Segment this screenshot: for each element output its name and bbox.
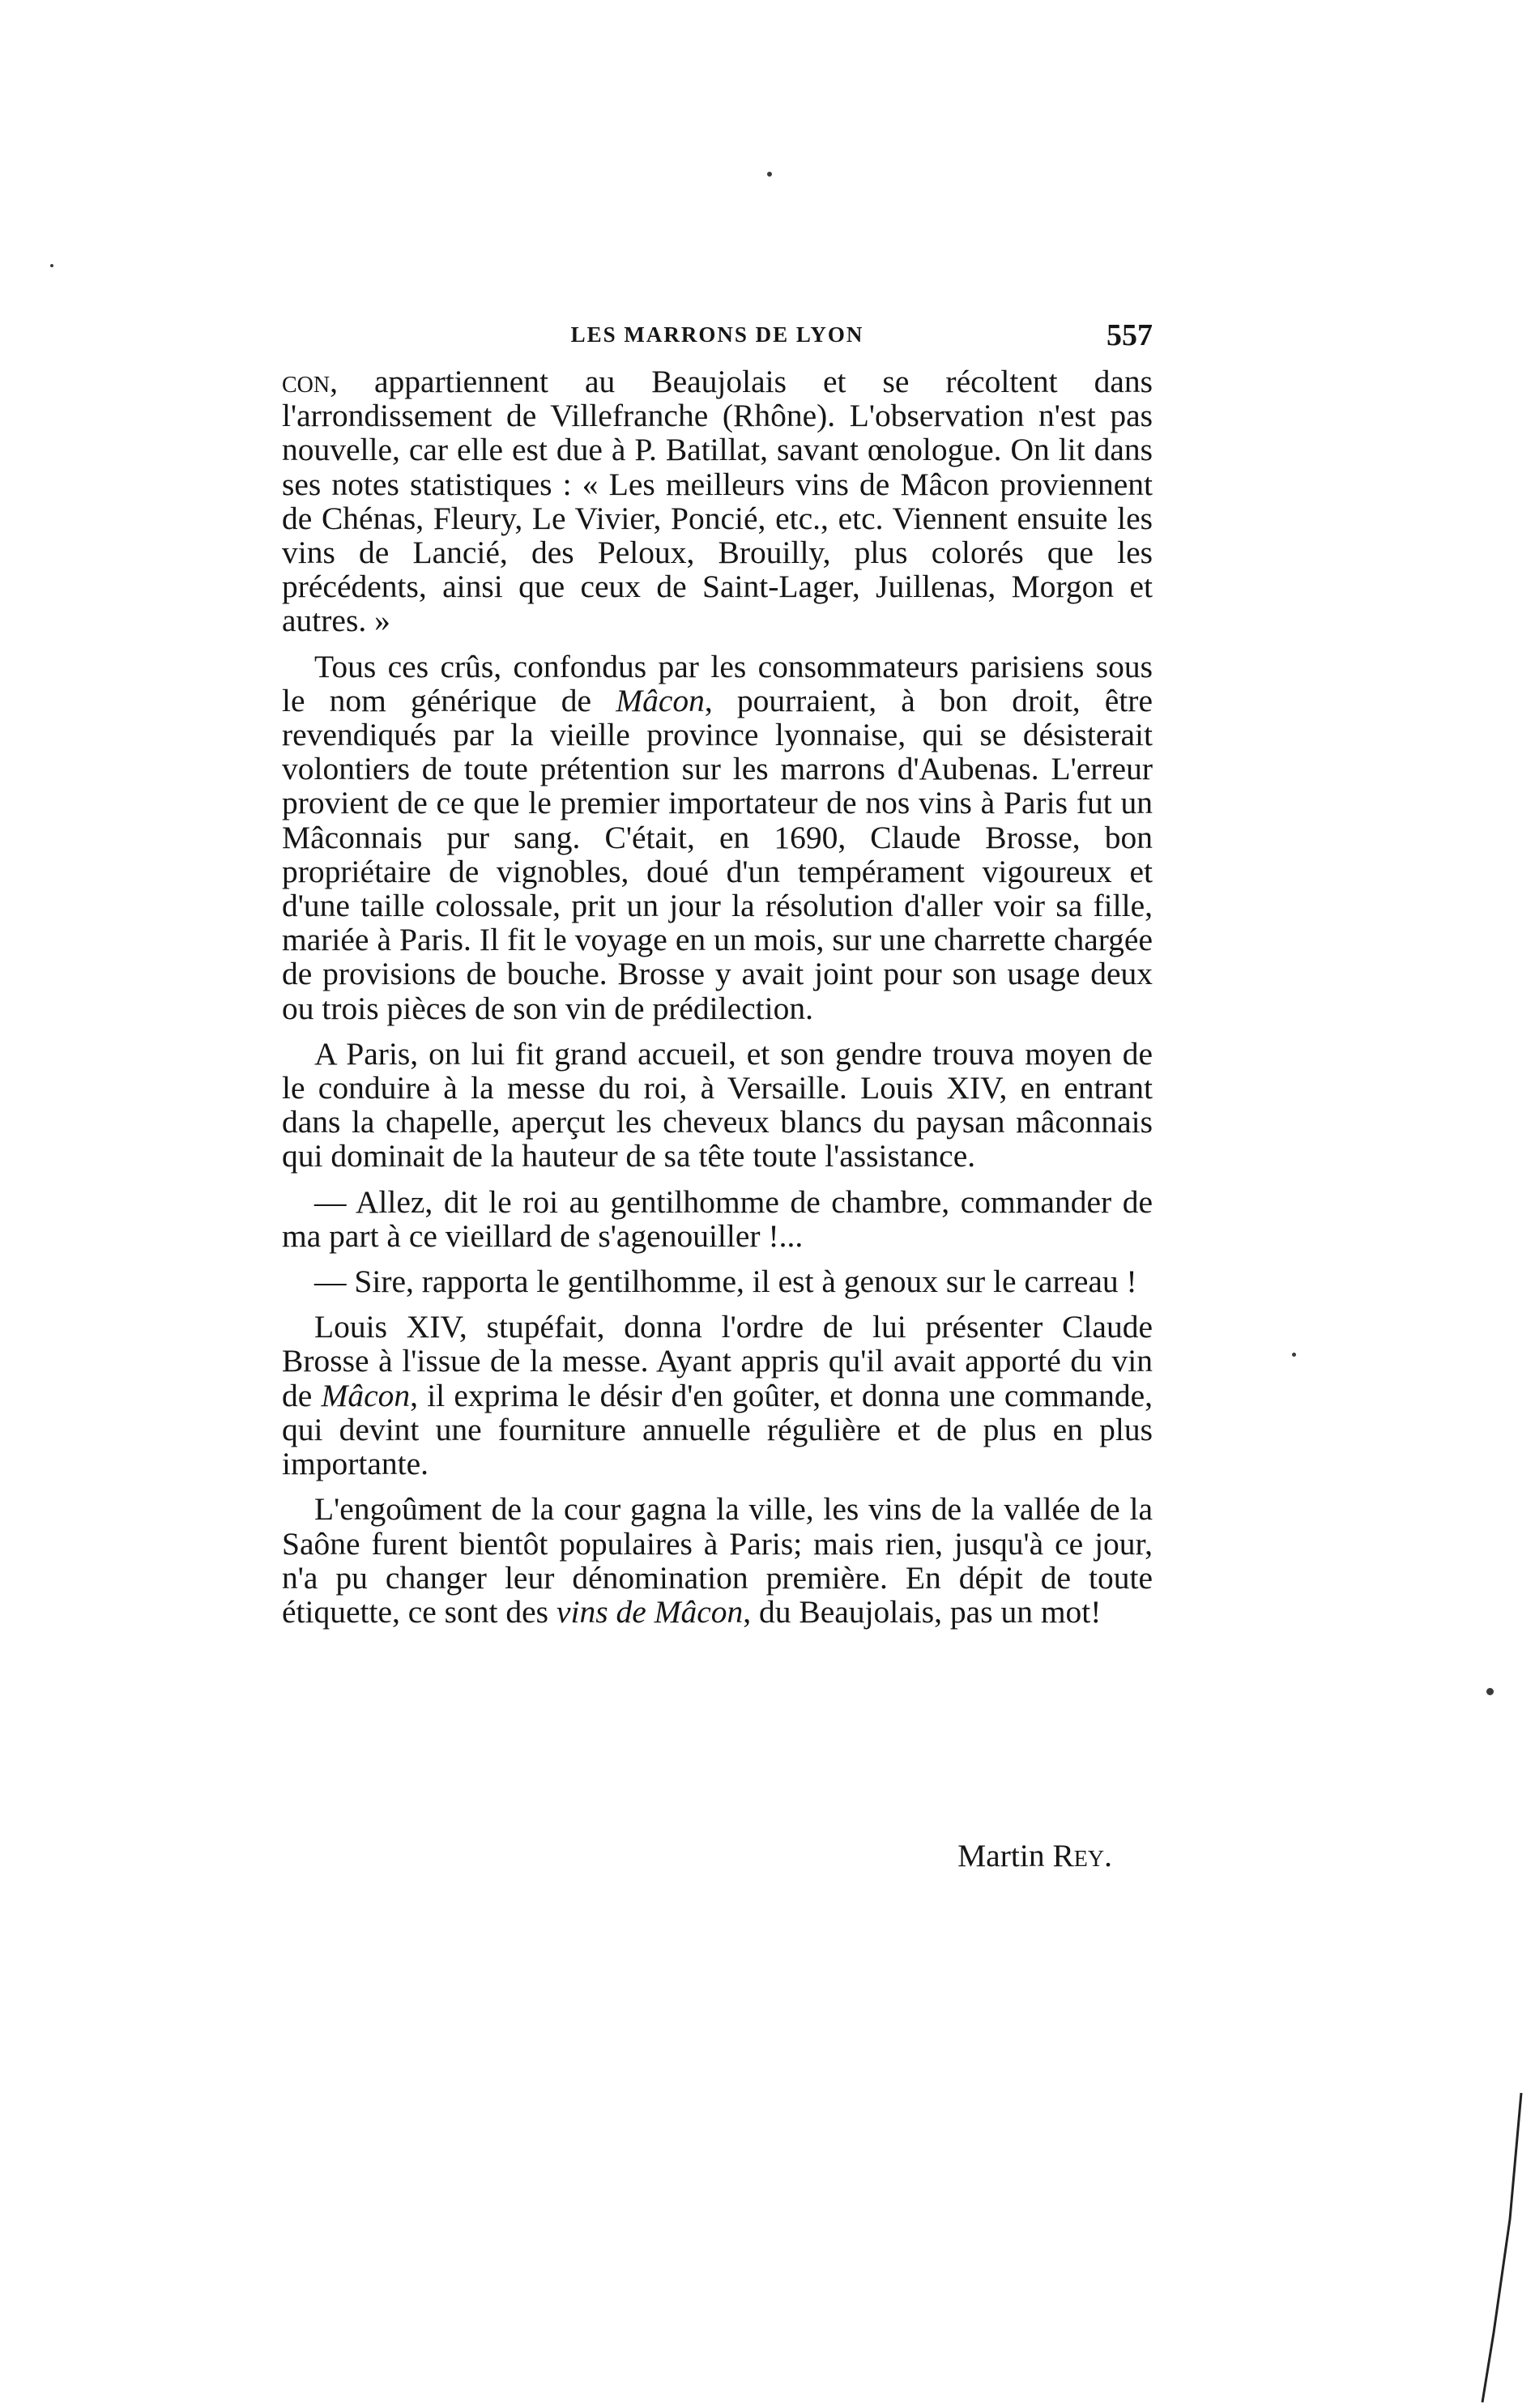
- paragraph-7: [282, 1492, 1153, 1629]
- speck: [50, 264, 53, 267]
- paragraph-1: [282, 364, 1153, 638]
- paragraph-3: A Paris, on lui fit grand accueil, et son gendre trouva moyen de le conduire à la messe du roi, à Versaille. Louis XIV, en entrant dans la chapelle, aperçut les cheveux blancs du paysan mâconnais qui dominait de la hauteur de sa tête toute l'assistance.: [282, 1035, 1153, 1174]
- scan-edge-mark: [1458, 2090, 1531, 2406]
- paragraph-6-italic: Mâcon: [321, 1377, 411, 1413]
- paragraph-1-text: , appartiennent au Beaujolais et se récoltent dans l'arrondissement de Villefranche (Rhône). L'observation n'est pas nouvelle, car elle est due à P. Batillat, savant œnologue. On lit dans ses notes statistiques : « Les meilleurs vins de Mâcon proviennent de Chénas, Fleury, Le Vivier, Poncié, etc., etc. Viennent ensuite les vins de Lancié, des Peloux, Brouilly, plus colorés que les précédents, ainsi que ceux de Saint-Lager, Juillenas, Morgon et autres. »: [282, 364, 1153, 639]
- speck: [1486, 1688, 1494, 1695]
- running-title: LES MARRONS DE LYON: [570, 322, 864, 347]
- page-header: [282, 318, 1153, 358]
- paragraph-7-before: L'engoûment de la cour gagna la ville, les vins de la vallée de la Saône furent bientôt populaires à Paris; mais rien, jusqu'à ce jour, n'a pu changer leur dénomination première. En dépit de toute étiquette, ce sont des: [282, 1491, 1153, 1630]
- speck: [767, 172, 772, 177]
- paragraph-5: — Sire, rapporta le gentilhomme, il est à genoux sur le carreau !: [314, 1264, 1137, 1300]
- paragraph-6-before: Louis XIV, stupéfait, donna l'ordre de lui présenter Claude Brosse à l'issue de la messe. Ayant appris qu'il avait apporté du vin de: [282, 1309, 1153, 1413]
- paragraph-2-after: , pourraient, à bon droit, être revendiqués par la vieille province lyonnaise, qui se désisterait volontiers de toute prétention sur les marrons d'Aubenas. L'erreur provient de ce que le premier importateur de nos vins à Paris fut un Mâconnais pur sang. C'était, en 1690, Claude Brosse, bon propriétaire de vignobles, doué d'un tempérament vigoureux et d'une taille colossale, prit un jour la résolution d'aller voir sa fille, mariée à Paris. Il fit le voyage en un mois, sur une charrette chargée de provisions de bouche. Brosse y avait joint pour son usage deux ou trois pièces de son vin de prédilection.: [282, 682, 1153, 1026]
- speck: [1292, 1353, 1296, 1357]
- paragraph-2-before: Tous ces crûs, confondus par les consommateurs parisiens sous le nom générique de: [282, 648, 1153, 718]
- paragraph-6-after: , il exprima le désir d'en goûter, et donna une commande, qui devint une fourniture annuelle régulière et de plus en plus importante.: [282, 1377, 1153, 1482]
- paragraph-6: [282, 1310, 1153, 1481]
- paragraph-7-after: , du Beaujolais, pas un mot!: [743, 1593, 1102, 1630]
- paragraph-2-italic: Mâcon: [616, 682, 705, 718]
- signature: [282, 1837, 1153, 1874]
- paragraph-1-lead: con: [282, 364, 330, 399]
- paragraph-7-italic: vins de Mâcon: [556, 1593, 744, 1630]
- page-number: 557: [1106, 318, 1153, 352]
- signature-first: Martin: [957, 1838, 1045, 1873]
- signature-last: Rey.: [1052, 1838, 1112, 1873]
- body-text: [282, 364, 1153, 1640]
- paragraph-2: [282, 650, 1153, 1025]
- paragraph-4: — Allez, dit le roi au gentilhomme de chambre, commander de ma part à ce vieillard de s'agenouiller !...: [282, 1183, 1153, 1254]
